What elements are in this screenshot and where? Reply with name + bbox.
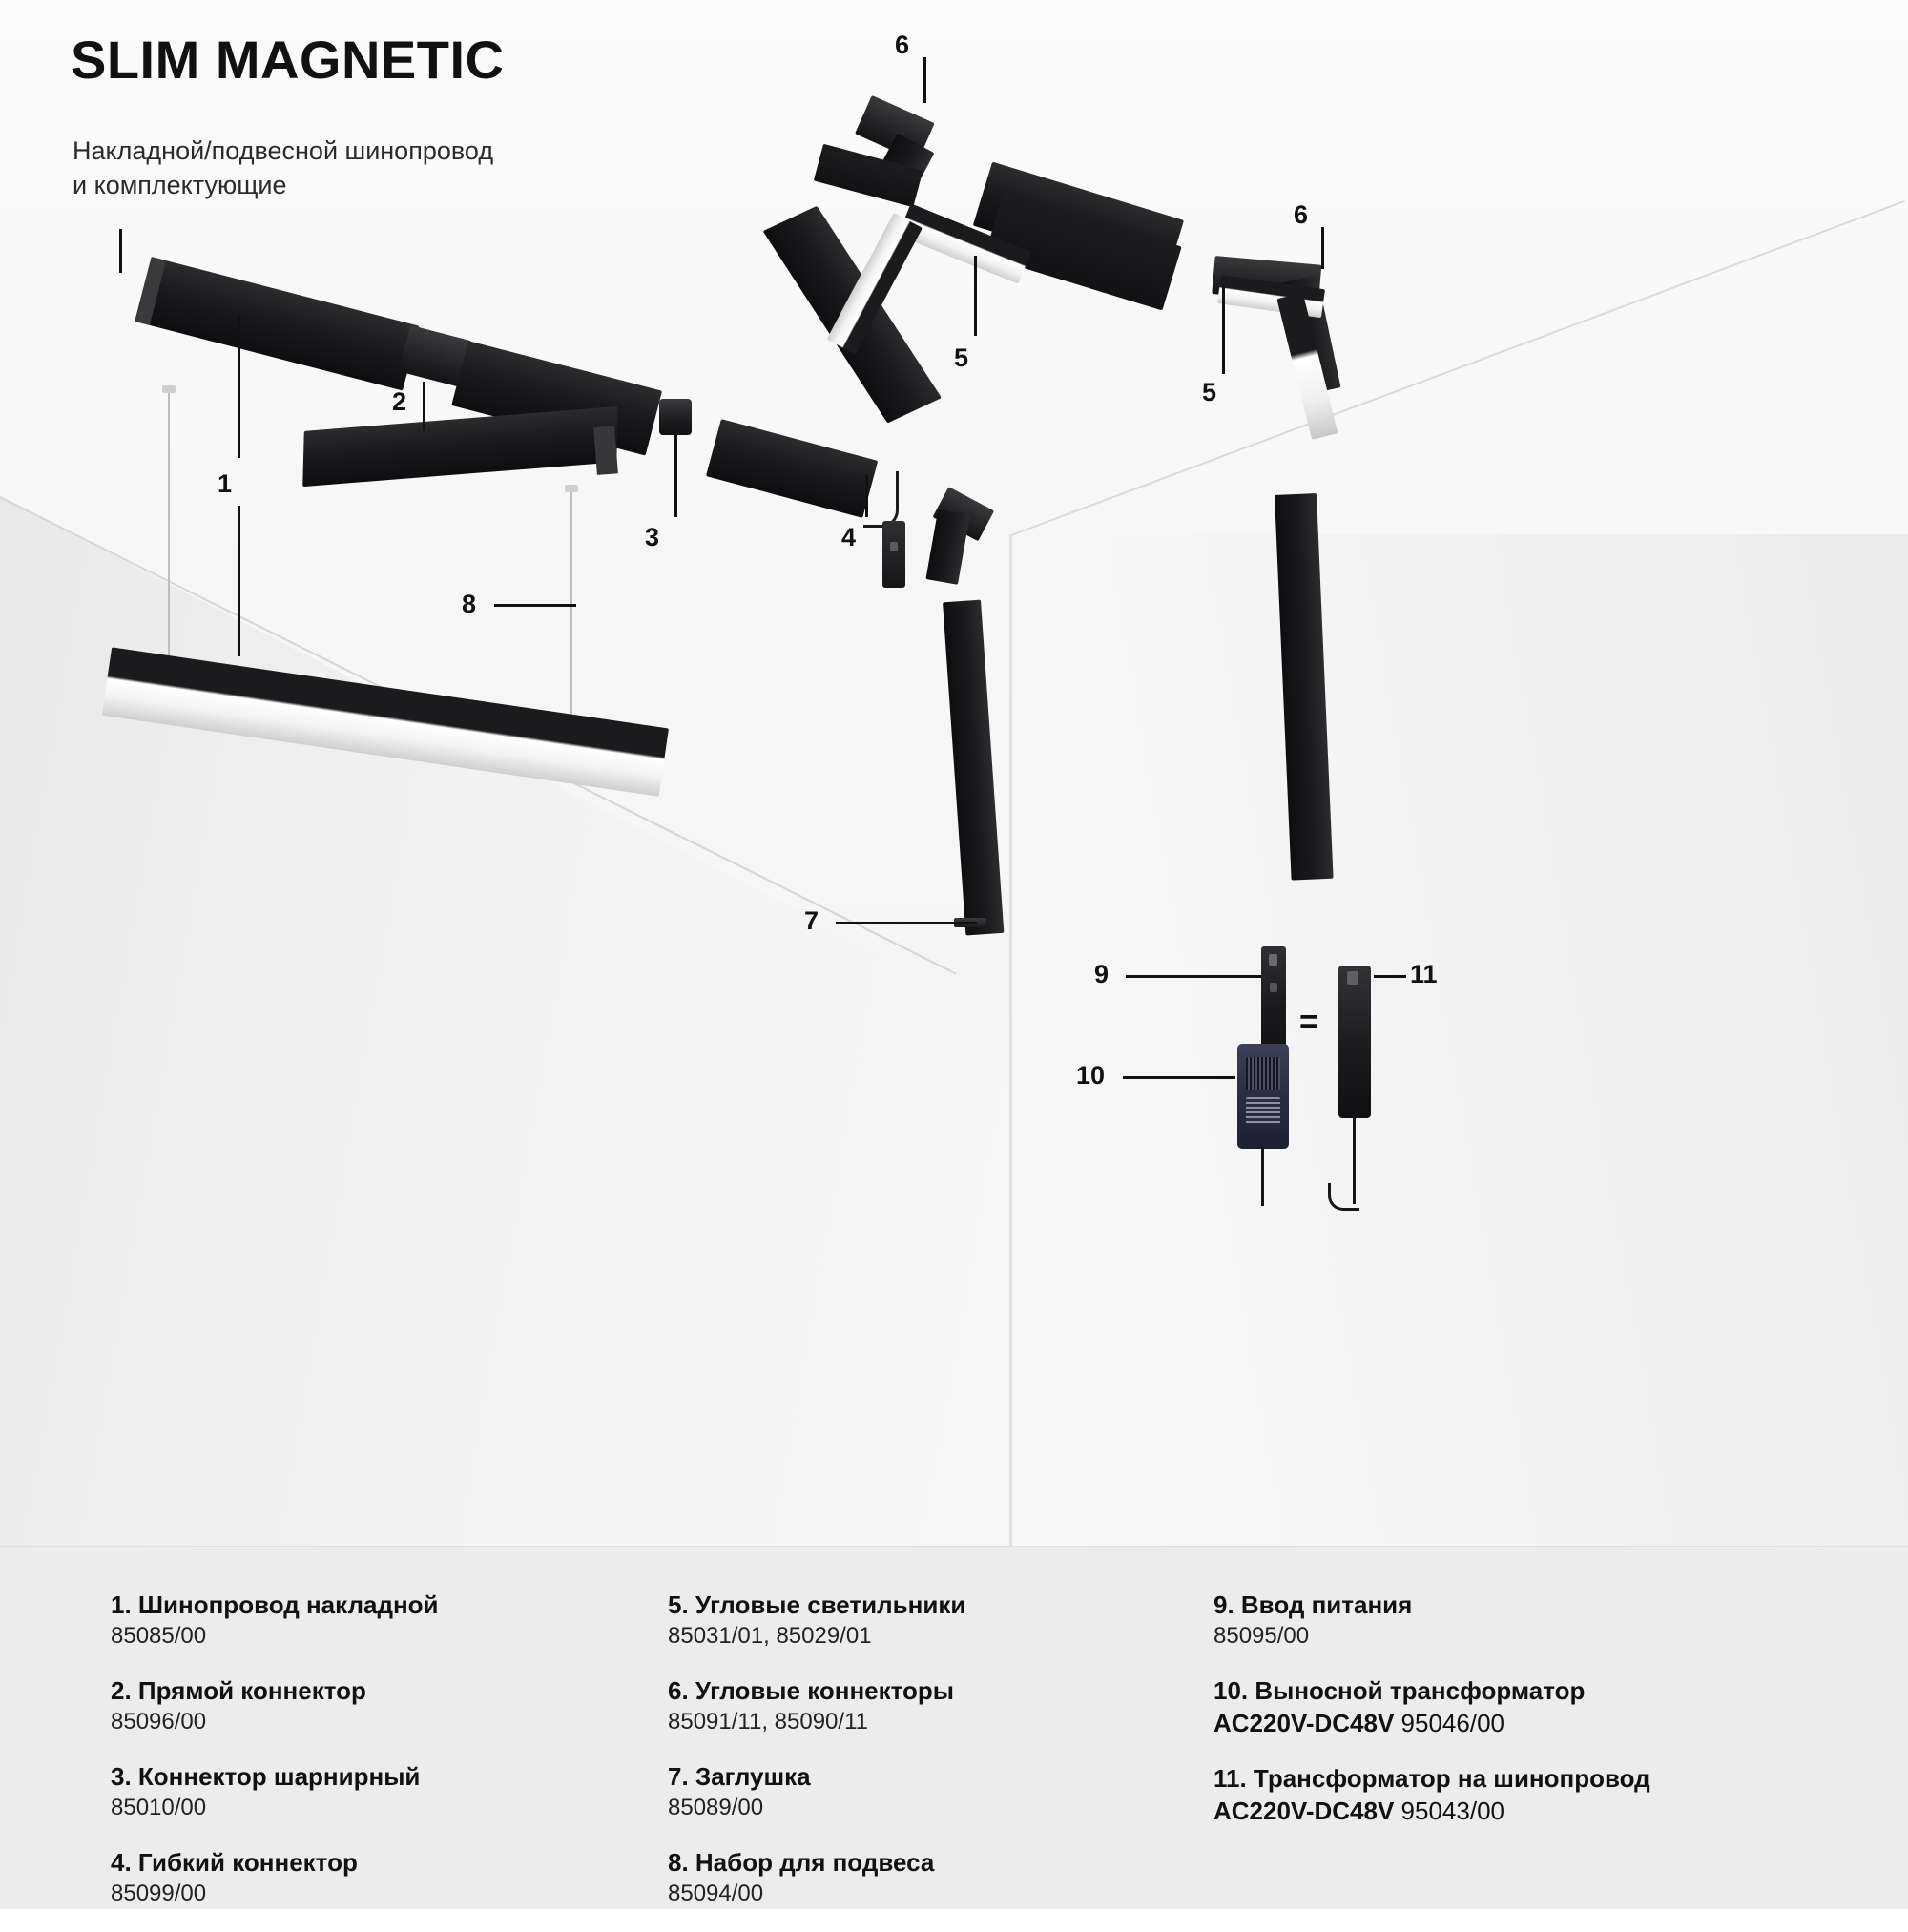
legend-item-title: 10. Выносной трансформатор [1213,1676,1586,1705]
track-transformer [1338,966,1371,1118]
suspension-wire-right [570,488,572,716]
page-subtitle-line-2: и комплектующие [73,171,287,199]
leader-4 [865,475,868,517]
page-subtitle [73,134,493,202]
leader-1-down [238,506,240,656]
leader-track-top [119,229,122,273]
legend-panel [0,1546,1908,1909]
callout-2: 2 [392,387,407,416]
legend-item-code: 85096/00 [111,1709,207,1735]
leader-1 [238,315,240,458]
flexible-connector-cable [863,471,899,528]
callout-3: 3 [645,523,660,551]
track-transformer-cable-curve [1328,1183,1359,1211]
callout-11: 11 [1410,960,1438,988]
leader-8 [494,604,576,607]
legend-item-code: 85085/00 [111,1623,207,1649]
legend-item-code: 95043/00 [1400,1797,1504,1825]
legend-item-title: 9. Ввод питания [1213,1590,1413,1619]
flexible-connector-led [890,542,898,551]
legend-item [668,1674,1068,1737]
equals-sign: = [1299,1004,1318,1040]
power-feed-led [1270,983,1277,992]
legend-column-3 [1213,1589,1748,1850]
callout-4: 4 [841,523,857,551]
callout-8: 8 [462,590,477,618]
legend-item-title: 3. Коннектор шарнирный [111,1762,421,1791]
legend-item-title: 2. Прямой коннектор [111,1676,366,1705]
legend-item-title: 4. Гибкий коннектор [111,1848,358,1877]
suspension-wire-left [168,389,170,662]
legend-item [668,1846,1068,1909]
power-feed-contact [1269,954,1277,966]
track-secondary-endcap [593,426,618,475]
callout-1: 1 [218,469,233,498]
legend-item [111,1846,511,1909]
page-title: SLIM MAGNETIC [71,30,505,90]
legend-item-voltage: AC220V-DC48V [1213,1797,1395,1825]
remote-transformer-cable [1261,1147,1264,1206]
legend-item-code: 85010/00 [111,1795,207,1820]
wall-corner-line [1009,534,1012,1546]
legend-item-title: 7. Заглушка [668,1762,811,1791]
leader-9 [1126,975,1261,978]
legend-item-code: 85095/00 [1213,1623,1310,1649]
legend-item-title: 6. Угловые коннекторы [668,1676,954,1705]
legend-item [111,1674,511,1737]
legend-column-2 [668,1589,1068,1932]
legend-item-code: 85091/11, 85090/11 [668,1709,868,1735]
callout-6-right: 6 [1294,200,1309,229]
legend-item-code: 85089/00 [668,1795,764,1820]
leader-5-right [1222,286,1225,374]
legend-item-title: 8. Набор для подвеса [668,1848,935,1877]
leader-10 [1123,1076,1235,1079]
legend-item-title: 5. Угловые светильники [668,1590,966,1619]
leader-2 [423,382,425,431]
callout-10: 10 [1076,1061,1106,1090]
leader-11 [1374,975,1406,978]
legend-item-title: 11. Трансформатор на шинопровод [1213,1764,1650,1793]
connector-hinged [659,399,692,435]
leader-6-right [1321,227,1324,269]
leader-7 [836,922,977,924]
legend-item-code: 85031/01, 85029/01 [668,1623,872,1649]
callout-5-center: 5 [954,343,969,372]
legend-item-code: 95046/00 [1400,1709,1504,1737]
legend-item [1213,1589,1748,1652]
callout-6-top: 6 [895,31,910,59]
legend-item [1213,1762,1748,1827]
leader-3 [674,435,677,517]
legend-item [668,1589,1068,1652]
callout-7: 7 [804,906,819,935]
right-wall [1011,534,1908,1546]
legend-item-title: 1. Шинопровод накладной [111,1590,439,1619]
legend-item-subtitle [1213,1795,1748,1827]
legend-item [668,1760,1068,1823]
legend-item-code: 85099/00 [111,1880,207,1906]
remote-transformer-vent [1246,1057,1280,1090]
legend-item-voltage: AC220V-DC48V [1213,1709,1395,1737]
callout-9: 9 [1094,960,1110,988]
legend-item [111,1589,511,1652]
suspension-anchor-left [162,385,176,393]
callout-5-right: 5 [1202,378,1217,406]
flexible-connector-body [882,521,905,588]
leader-5-center [974,256,977,336]
leader-6-top [923,57,926,103]
legend-column-1 [111,1589,511,1932]
legend-item-code: 85094/00 [668,1880,764,1906]
legend-item [1213,1674,1748,1739]
page-subtitle-line-1: Накладной/подвесной шинопровод [73,136,494,165]
suspension-anchor-right [565,485,578,492]
track-transformer-contact [1347,971,1358,985]
remote-transformer-label [1246,1097,1280,1124]
legend-item [111,1760,511,1823]
legend-item-subtitle [1213,1707,1748,1739]
